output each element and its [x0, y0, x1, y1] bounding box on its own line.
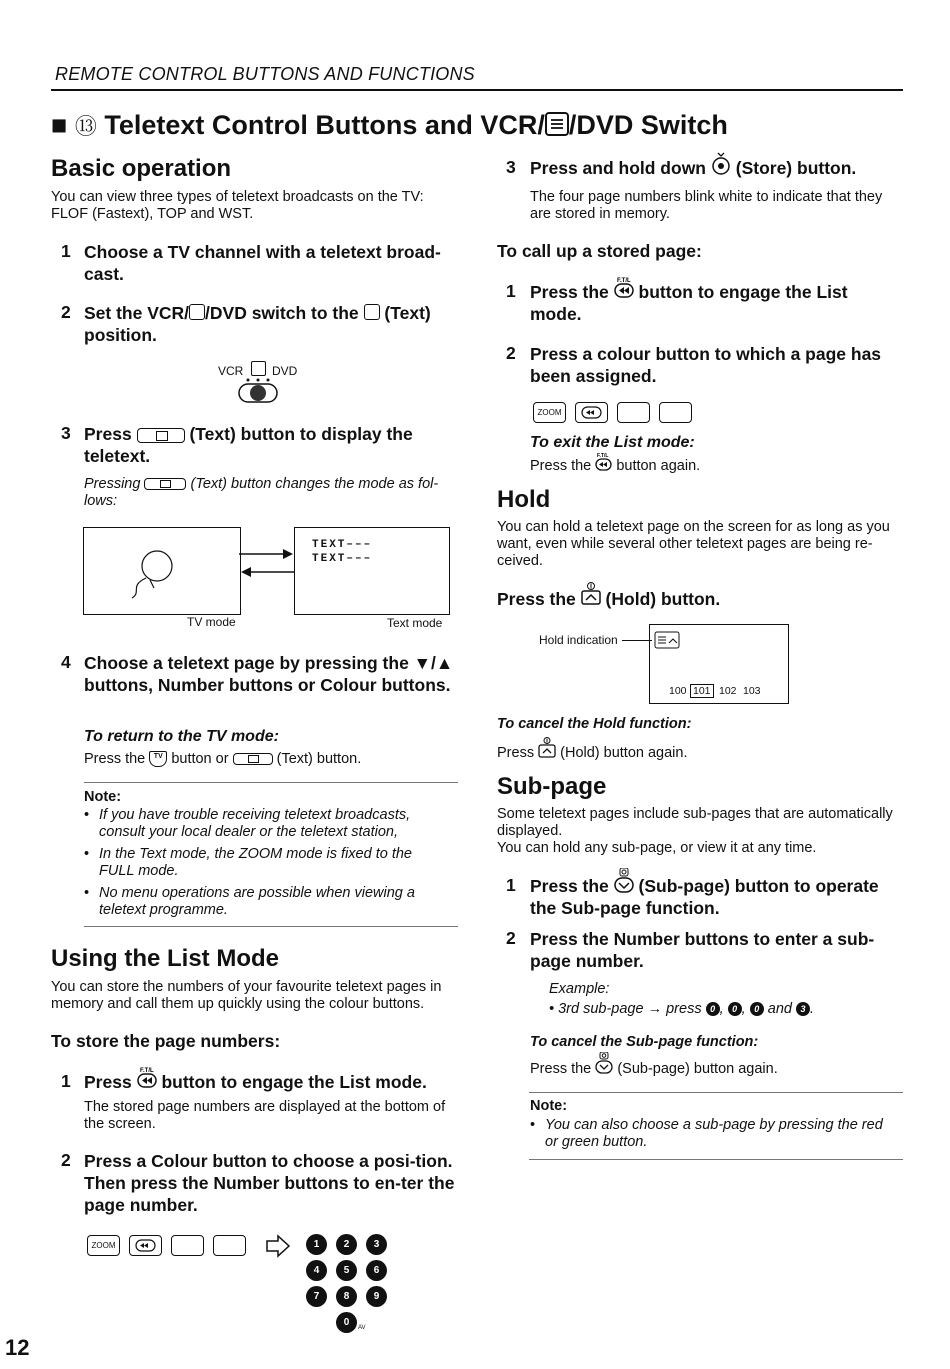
basic-step4-text: Choose a teletext page by pressing the ▼/▲ buttons, Number buttons or Colour buttons. — [84, 653, 454, 695]
step3-note-a: Pressing — [84, 476, 141, 492]
subpage-intro2: You can hold any sub-page, or view it at any time. — [497, 840, 817, 856]
list-step1-a: Press — [84, 1072, 132, 1092]
note-rule-bottom — [84, 926, 458, 927]
text-icon — [251, 361, 266, 376]
ftl-button-icon — [595, 453, 612, 472]
subpage-button-icon — [614, 878, 634, 894]
list-step1-text — [84, 1068, 460, 1093]
right-step3-a: Press and hold down — [530, 158, 706, 178]
basic-step2-number: 2 — [61, 302, 71, 322]
subpage-heading: Sub-page — [497, 773, 607, 800]
number-key-4: 4 — [306, 1260, 327, 1281]
step2-part-b: /DVD switch to the — [205, 303, 359, 323]
note-item-text: In the Text mode, the ZOOM mode is fixed to the FULL mode. — [99, 846, 412, 879]
text-switch-icon — [545, 112, 569, 136]
hold-page: 100 — [669, 685, 687, 697]
list-step1-b: button to engage the List mode. — [161, 1072, 427, 1092]
av-label: AV — [358, 1325, 366, 1331]
note-item: • In the Text mode, the ZOOM mode is fixed to the FULL mode. — [84, 846, 448, 880]
exit-a: Press the — [530, 458, 592, 474]
subpage-step1-b: (Sub-page) button to operate the Sub-page function. — [530, 876, 879, 918]
subpage-note-item: • You can also choose a sub-page by pressing the red or green button. — [530, 1117, 894, 1151]
colour-button — [659, 402, 692, 423]
list-mode-heading: Using the List Mode — [51, 945, 279, 972]
switch-label-dvd: DVD — [272, 364, 298, 378]
ftl-colour-button — [129, 1235, 162, 1256]
number-key-1: 1 — [306, 1234, 327, 1255]
basic-step3-text — [84, 423, 460, 467]
text-mode-line1: TEXT––– — [312, 539, 373, 551]
hold-page-selected: 101 — [690, 684, 714, 698]
right-step3-b: (Store) button. — [735, 158, 857, 178]
store-button-icon — [711, 159, 731, 177]
text-mode-label: Text mode — [387, 616, 443, 630]
text-button-icon — [233, 753, 273, 765]
call-step1-number: 1 — [506, 281, 516, 301]
subpage-step1-text — [530, 875, 904, 919]
ftl-button-icon — [137, 1068, 157, 1090]
running-header: REMOTE CONTROL BUTTONS AND FUNCTIONS — [55, 64, 475, 84]
subpage-cancel-a: Press the — [530, 1061, 592, 1077]
hold-button-icon — [581, 591, 601, 607]
text-icon — [189, 304, 205, 320]
switch-knob-icon — [236, 376, 280, 404]
right-step3-desc: The four page numbers blink white to indicate that they are stored in memory. — [530, 189, 883, 222]
number-key-8: 8 — [336, 1286, 357, 1307]
hold-indicator-icon — [654, 631, 680, 649]
note-item: • No menu operations are possible when viewing a teletext programme. — [84, 885, 448, 919]
exit-b: button again. — [616, 458, 701, 474]
example-text: • 3rd sub-page → press 0 , 0 , 0 and 3 . — [549, 1001, 815, 1017]
number-key-0: 0 — [706, 1002, 720, 1016]
subpage-step1-number: 1 — [506, 875, 516, 895]
step3-note — [84, 476, 460, 510]
note-item-text: No menu operations are possible when viewing a teletext programme. — [99, 885, 415, 918]
hold-screen — [649, 624, 789, 704]
subpage-cancel-b: (Sub-page) button again. — [617, 1061, 778, 1077]
number-key-5: 5 — [336, 1260, 357, 1281]
hold-cancel-a: Press — [497, 745, 535, 761]
step3-part-b: (Text) button to display the teletext. — [84, 424, 413, 466]
return-tv-heading: To return to the TV mode: — [84, 728, 279, 745]
subpage-step2-number: 2 — [506, 928, 516, 948]
subpage-cancel-text — [530, 1061, 778, 1078]
mode-toggle-arrows — [239, 545, 295, 579]
return-tv-text — [84, 751, 460, 768]
hold-page: 103 — [743, 685, 761, 697]
step2-part-a: Set the VCR/ — [84, 303, 190, 323]
note-rule-top — [84, 782, 458, 783]
hold-press-b: (Hold) button. — [605, 589, 721, 609]
ftl-button-icon — [614, 278, 634, 300]
hold-press — [497, 588, 720, 610]
zoom-button: ZOOM — [87, 1235, 120, 1256]
basic-intro: You can view three types of teletext broadcasts on the TV: FLOF (Fastext), TOP and WST. — [51, 189, 424, 222]
number-key-0: 0 — [728, 1002, 742, 1016]
number-key-9: 9 — [366, 1286, 387, 1307]
text-icon — [364, 304, 380, 320]
title-circled-number: ⑬ — [74, 114, 97, 139]
step2-part-c: (Text) position. — [84, 303, 431, 345]
number-key-0: 0 — [336, 1312, 357, 1333]
basic-step2-text — [84, 302, 460, 346]
subpage-note-rule-bottom — [529, 1159, 903, 1160]
example-a: • 3rd sub-page → press — [549, 1001, 702, 1017]
basic-step1-number: 1 — [61, 241, 71, 261]
basic-step4-number: 4 — [61, 652, 71, 672]
right-step3-number: 3 — [506, 157, 516, 177]
hold-cancel-b: (Hold) button again. — [560, 745, 688, 761]
colour-button — [617, 402, 650, 423]
ftl-colour-button — [575, 402, 608, 423]
list-step2-number: 2 — [61, 1150, 71, 1170]
note-item: • If you have trouble receiving teletext broadcasts, consult your local dealer or the teletext station, — [84, 807, 448, 841]
zoom-button: ZOOM — [533, 402, 566, 423]
call1-a: Press the — [530, 282, 609, 302]
hold-page: 102 — [719, 685, 737, 697]
call-step2-number: 2 — [506, 343, 516, 363]
number-key-0: 0 — [750, 1002, 764, 1016]
text-mode-line2: TEXT––– — [312, 553, 373, 565]
hold-press-a: Press the — [497, 589, 576, 609]
subpage-cancel-heading: To cancel the Sub-page function: — [530, 1034, 759, 1050]
exit-list-text — [530, 453, 701, 475]
call-step1-text — [530, 278, 902, 325]
tv-button-icon: TV — [149, 751, 167, 767]
list-step1-desc: The stored page numbers are displayed at the bottom of the screen. — [84, 1099, 446, 1132]
hold-cancel-heading: To cancel the Hold function: — [497, 716, 692, 732]
list-step2-text: Press a Colour button to choose a posi-tion. Then press the Number buttons to en-ter the page number. — [84, 1151, 455, 1215]
svg-text:F.T/L: F.T/L — [139, 1068, 154, 1074]
return-b: button or — [171, 751, 229, 767]
example-label: Example: — [549, 981, 610, 997]
call-step2-text: Press a colour button to which a page has been assigned. — [530, 344, 882, 386]
text-mode-screen — [294, 527, 450, 615]
subpage-note-rule-top — [529, 1092, 903, 1093]
page-number: 12 — [5, 1335, 30, 1360]
hold-heading: Hold — [497, 486, 551, 513]
number-key-2: 2 — [336, 1234, 357, 1255]
tv-mode-screen — [83, 527, 241, 615]
right-step3-text — [530, 157, 902, 179]
call-heading: To call up a stored page: — [497, 241, 702, 261]
arrow-right-icon — [265, 1234, 291, 1258]
subpage-note-title: Note: — [530, 1098, 568, 1114]
step3-part-a: Press — [84, 424, 132, 444]
example-and: and — [767, 1001, 792, 1017]
return-c: (Text) button. — [276, 751, 362, 767]
subpage-step2-text: Press the Number buttons to enter a sub-page number. — [530, 929, 875, 971]
tv-mode-label: TV mode — [187, 615, 236, 629]
hold-cancel-text — [497, 745, 688, 762]
number-key-3: 3 — [366, 1234, 387, 1255]
exit-list-heading: To exit the List mode: — [530, 434, 695, 451]
header-rule — [51, 89, 903, 91]
number-key-3: 3 — [796, 1002, 810, 1016]
svg-text:F.T/L: F.T/L — [597, 453, 609, 459]
subpage-step1-a: Press the — [530, 876, 609, 896]
basic-step1-text: Choose a TV channel with a teletext broad-cast. — [84, 242, 441, 284]
subpage-intro1: Some teletext pages include sub-pages that are automatically displayed. — [497, 806, 893, 839]
subpage-button-icon — [595, 1061, 613, 1074]
call1-b: button to engage the List mode. — [530, 282, 848, 324]
page-title — [51, 110, 728, 141]
subpage-note-text: You can also choose a sub-page by pressing the red or green button. — [545, 1117, 883, 1150]
hold-button-icon — [538, 745, 556, 758]
note-item-text: If you have trouble receiving teletext broadcasts, consult your local dealer or the teletext station, — [99, 807, 411, 840]
basic-operation-heading: Basic operation — [51, 155, 232, 182]
step3-note-b: (Text) button changes the mode as fol-lows: — [84, 476, 439, 509]
tv-picture-icon — [84, 528, 240, 614]
vcr-dvd-switch — [218, 360, 318, 405]
number-key-7: 7 — [306, 1286, 327, 1307]
hold-indication-pointer — [622, 640, 652, 641]
return-a: Press the — [84, 751, 146, 767]
title-marker: ■ — [51, 110, 68, 140]
title-text: Teletext Control Buttons and VCR/ — [104, 110, 545, 140]
text-button-icon — [137, 428, 185, 443]
colour-button — [213, 1235, 246, 1256]
switch-label-vcr: VCR — [218, 364, 244, 378]
colour-button — [171, 1235, 204, 1256]
basic-step3-number: 3 — [61, 423, 71, 443]
hold-intro: You can hold a teletext page on the screen for as long as you want, even while several other teletext pages are being re-ceived. — [497, 519, 890, 569]
number-key-6: 6 — [366, 1260, 387, 1281]
title-text-after: /DVD Switch — [568, 110, 728, 140]
store-heading: To store the page numbers: — [51, 1031, 281, 1051]
list-mode-intro: You can store the numbers of your favourite teletext pages in memory and call them up quickly using the colour buttons. — [51, 979, 442, 1012]
note-title: Note: — [84, 789, 122, 805]
list-step1-number: 1 — [61, 1071, 71, 1091]
text-button-icon — [144, 478, 186, 490]
svg-text:F.T/L: F.T/L — [616, 278, 631, 284]
hold-indication-label: Hold indication — [539, 633, 618, 647]
